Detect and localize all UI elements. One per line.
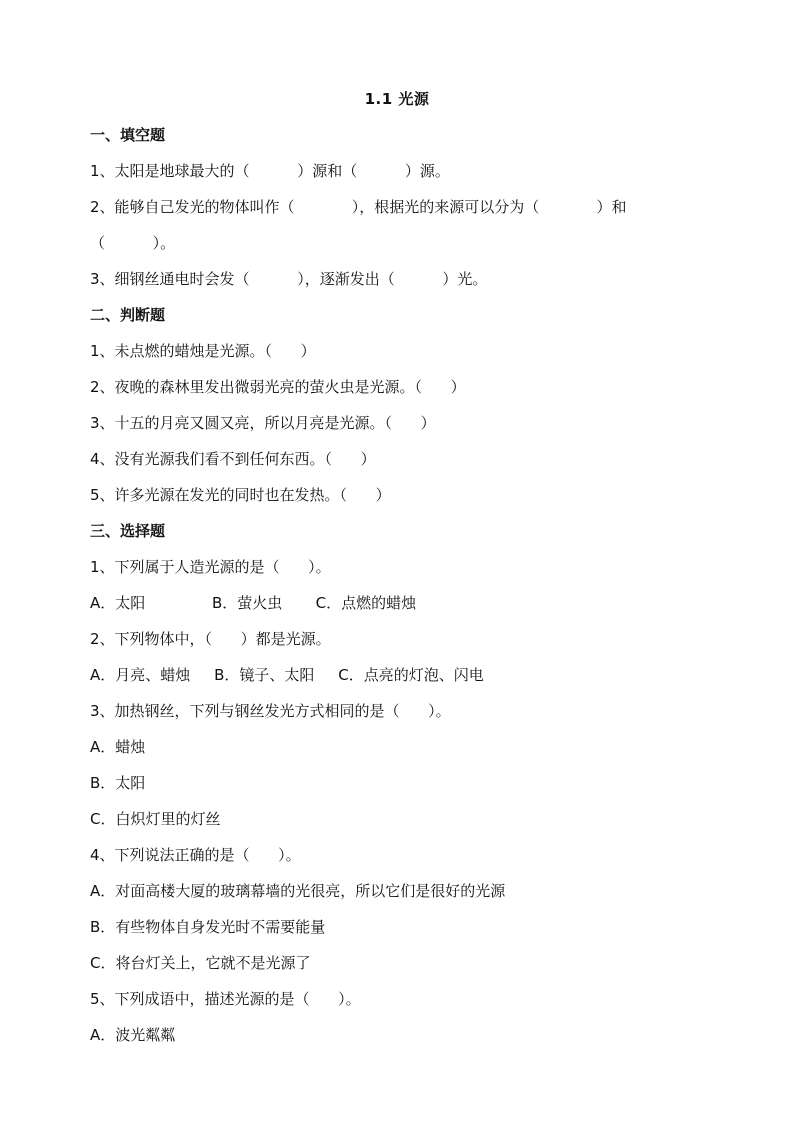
option-line: A．波光粼粼 <box>90 1026 176 1044</box>
question-line: 4、没有光源我们看不到任何东西。（ ） <box>90 450 376 468</box>
question-line: 5、下列成语中，描述光源的是（ ）。 <box>90 990 361 1008</box>
question-line: 3、细钢丝通电时会发（ ），逐渐发出（ ）光。 <box>90 270 488 288</box>
section-heading-fill-in: 一、填空题 <box>90 126 166 144</box>
question-line: 4、下列说法正确的是（ ）。 <box>90 846 301 864</box>
option-line: C．将台灯关上，它就不是光源了 <box>90 954 311 972</box>
question-line: 2、能够自己发光的物体叫作（ ），根据光的来源可以分为（ ）和 <box>90 198 627 216</box>
section-heading-true-false: 二、判断题 <box>90 306 166 324</box>
option-line: B．有些物体自身发光时不需要能量 <box>90 918 326 936</box>
question-line: 2、夜晚的森林里发出微弱光亮的萤火虫是光源。（ ） <box>90 378 466 396</box>
question-line: 2、下列物体中，（ ）都是光源。 <box>90 630 331 648</box>
option-line: A．蜡烛 <box>90 738 146 756</box>
question-line: 1、未点燃的蜡烛是光源。（ ） <box>90 342 316 360</box>
option-line: A．太阳 B．萤火虫 C．点燃的蜡烛 <box>90 594 417 612</box>
question-line: 5、许多光源在发光的同时也在发热。（ ） <box>90 486 391 504</box>
question-line: 1、下列属于人造光源的是（ ）。 <box>90 558 331 576</box>
option-line: A．对面高楼大厦的玻璃幕墙的光很亮，所以它们是很好的光源 <box>90 882 506 900</box>
question-line: 1、太阳是地球最大的（ ）源和（ ）源。 <box>90 162 450 180</box>
option-line: C．白炽灯里的灯丝 <box>90 810 221 828</box>
question-line: 3、十五的月亮又圆又亮，所以月亮是光源。（ ） <box>90 414 436 432</box>
section-heading-multiple-choice: 三、选择题 <box>90 522 166 540</box>
question-line: （ ）。 <box>90 234 176 252</box>
option-line: B．太阳 <box>90 774 146 792</box>
page-title: 1.1 光源 <box>364 90 430 108</box>
question-line: 3、加热钢丝，下列与钢丝发光方式相同的是（ ）。 <box>90 702 451 720</box>
option-line: A．月亮、蜡烛 B．镜子、太阳 C．点亮的灯泡、闪电 <box>90 666 484 684</box>
